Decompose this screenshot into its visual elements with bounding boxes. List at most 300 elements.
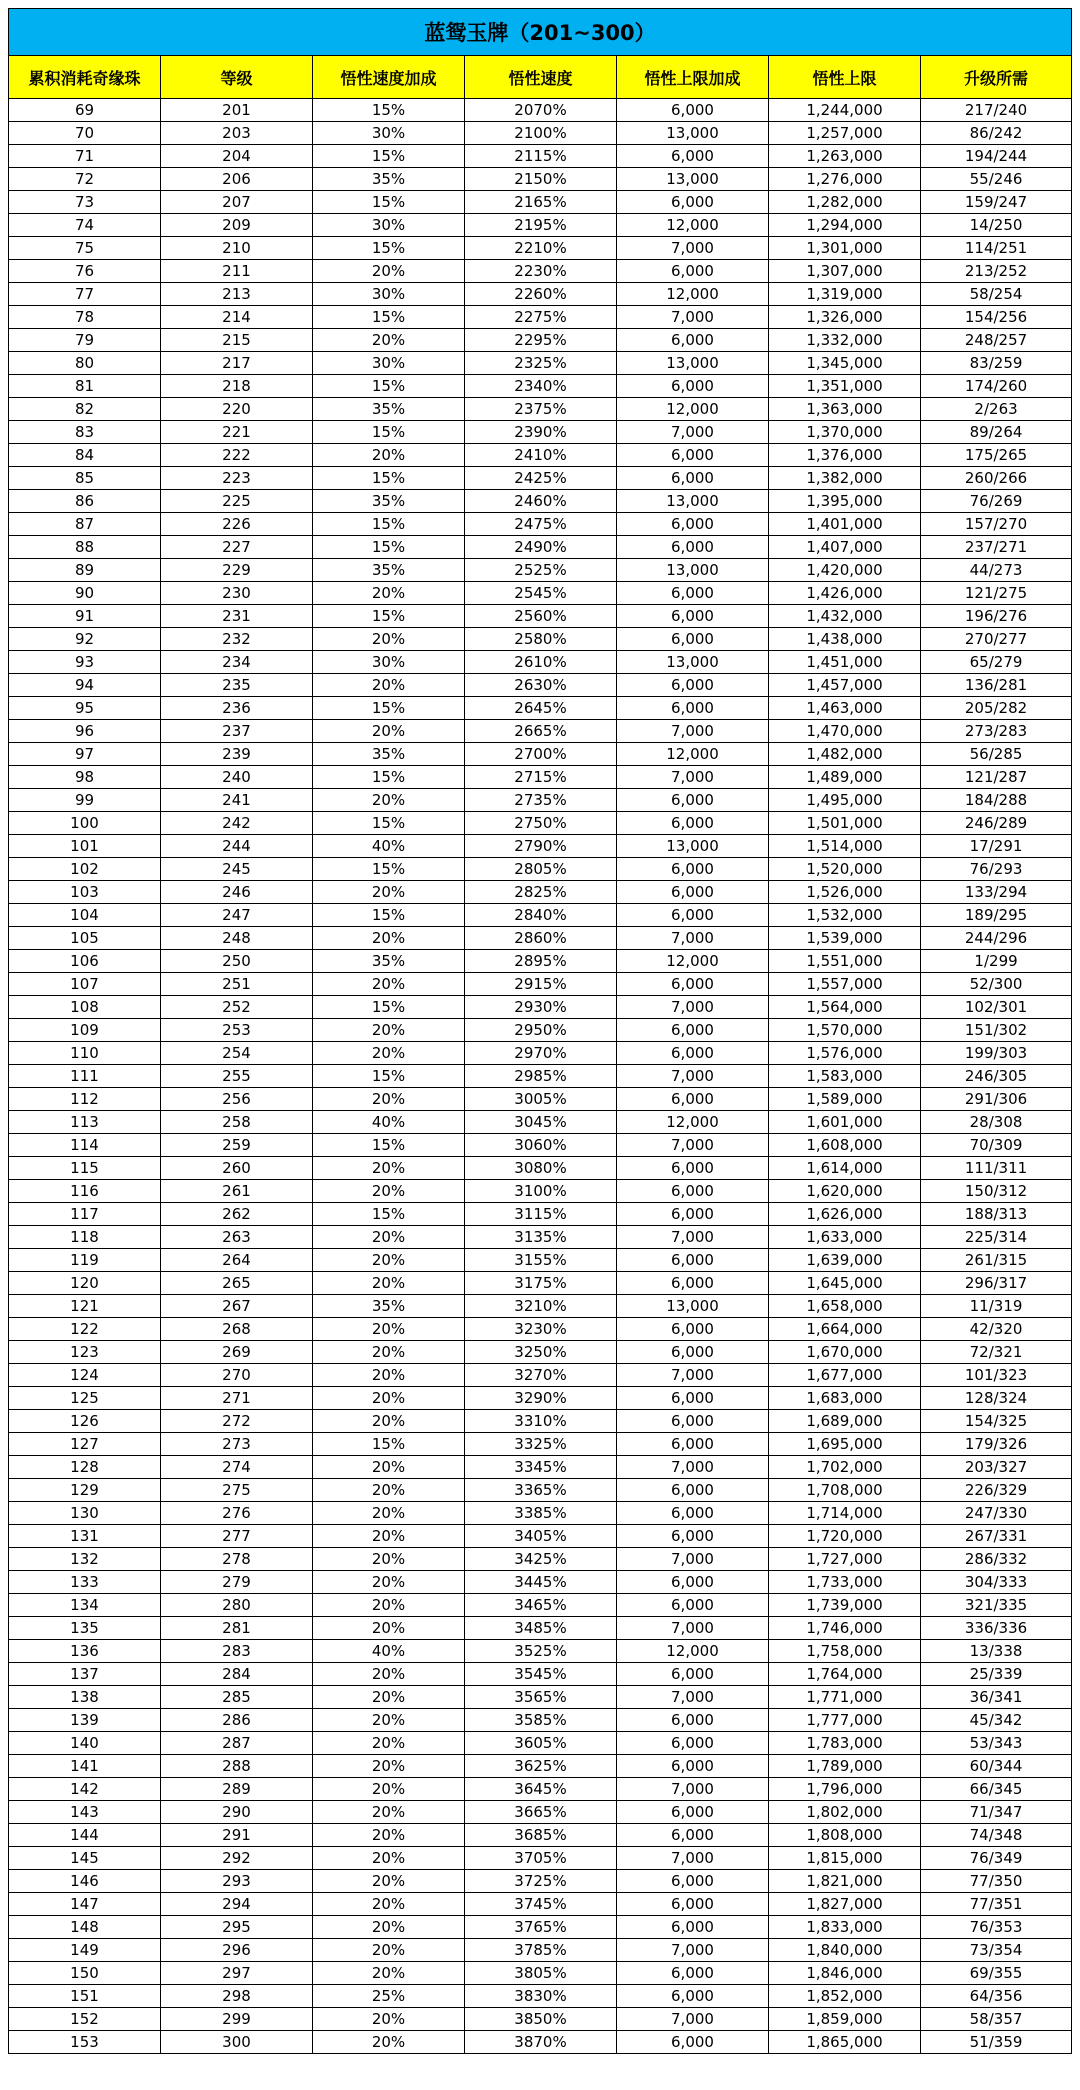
table-cell: 268 — [161, 1318, 313, 1341]
table-cell: 15% — [313, 1065, 465, 1088]
table-cell: 73 — [9, 191, 161, 214]
table-cell: 206 — [161, 168, 313, 191]
table-cell: 1,576,000 — [769, 1042, 921, 1065]
table-cell: 20% — [313, 2031, 465, 2054]
table-cell: 101/323 — [921, 1364, 1072, 1387]
table-row — [9, 628, 1072, 651]
table-cell: 15% — [313, 536, 465, 559]
table-cell: 139 — [9, 1709, 161, 1732]
table-cell: 1,551,000 — [769, 950, 921, 973]
table-cell: 269 — [161, 1341, 313, 1364]
table-cell: 245 — [161, 858, 313, 881]
table-cell: 229 — [161, 559, 313, 582]
table-cell: 225/314 — [921, 1226, 1072, 1249]
table-row — [9, 283, 1072, 306]
table-cell: 15% — [313, 191, 465, 214]
table-cell: 1,733,000 — [769, 1571, 921, 1594]
table-cell: 3250% — [465, 1341, 617, 1364]
table-row — [9, 1824, 1072, 1847]
table-row — [9, 904, 1072, 927]
table-cell: 226 — [161, 513, 313, 536]
table-cell: 188/313 — [921, 1203, 1072, 1226]
table-cell: 1,802,000 — [769, 1801, 921, 1824]
table-cell: 1,720,000 — [769, 1525, 921, 1548]
table-cell: 6,000 — [617, 697, 769, 720]
table-cell: 2165% — [465, 191, 617, 214]
table-cell: 3850% — [465, 2008, 617, 2031]
table-cell: 204 — [161, 145, 313, 168]
table-cell: 6,000 — [617, 260, 769, 283]
table-cell: 2985% — [465, 1065, 617, 1088]
table-cell: 12,000 — [617, 743, 769, 766]
table-cell: 1,451,000 — [769, 651, 921, 674]
table-cell: 6,000 — [617, 1870, 769, 1893]
table-cell: 108 — [9, 996, 161, 1019]
table-cell: 1,865,000 — [769, 2031, 921, 2054]
table-cell: 7,000 — [617, 1364, 769, 1387]
table-cell: 13/338 — [921, 1640, 1072, 1663]
table-row — [9, 1088, 1072, 1111]
table-cell: 1,821,000 — [769, 1870, 921, 1893]
table-cell: 6,000 — [617, 1985, 769, 2008]
table-cell: 115 — [9, 1157, 161, 1180]
table-cell: 2150% — [465, 168, 617, 191]
table-cell: 2970% — [465, 1042, 617, 1065]
table-cell: 3705% — [465, 1847, 617, 1870]
table-cell: 1,658,000 — [769, 1295, 921, 1318]
table-cell: 131 — [9, 1525, 161, 1548]
table-cell: 53/343 — [921, 1732, 1072, 1755]
table-cell: 20% — [313, 628, 465, 651]
table-cell: 1,307,000 — [769, 260, 921, 283]
table-row — [9, 858, 1072, 881]
table-cell: 159/247 — [921, 191, 1072, 214]
table-cell: 1,670,000 — [769, 1341, 921, 1364]
table-cell: 85 — [9, 467, 161, 490]
table-cell: 2195% — [465, 214, 617, 237]
table-cell: 273/283 — [921, 720, 1072, 743]
table-cell: 76/353 — [921, 1916, 1072, 1939]
table-cell: 3325% — [465, 1433, 617, 1456]
table-cell: 241 — [161, 789, 313, 812]
table-cell: 248 — [161, 927, 313, 950]
table-cell: 1,608,000 — [769, 1134, 921, 1157]
table-cell: 77/350 — [921, 1870, 1072, 1893]
table-row — [9, 260, 1072, 283]
table-cell: 20% — [313, 1939, 465, 1962]
table-cell: 141 — [9, 1755, 161, 1778]
table-cell: 1,808,000 — [769, 1824, 921, 1847]
table-cell: 1,727,000 — [769, 1548, 921, 1571]
table-cell: 7,000 — [617, 237, 769, 260]
table-cell: 288 — [161, 1755, 313, 1778]
table-cell: 20% — [313, 1456, 465, 1479]
table-cell: 35% — [313, 168, 465, 191]
table-row — [9, 1847, 1072, 1870]
table-cell: 210 — [161, 237, 313, 260]
table-row — [9, 1525, 1072, 1548]
table-cell: 281 — [161, 1617, 313, 1640]
table-cell: 20% — [313, 1893, 465, 1916]
table-cell: 1,714,000 — [769, 1502, 921, 1525]
table-row — [9, 1755, 1072, 1778]
table-cell: 2460% — [465, 490, 617, 513]
table-row — [9, 1364, 1072, 1387]
table-cell: 6,000 — [617, 628, 769, 651]
table-cell: 3725% — [465, 1870, 617, 1893]
table-cell: 1,557,000 — [769, 973, 921, 996]
table-row — [9, 1893, 1072, 1916]
table-cell: 7,000 — [617, 306, 769, 329]
table-cell: 121 — [9, 1295, 161, 1318]
table-cell: 2375% — [465, 398, 617, 421]
table-cell: 118 — [9, 1226, 161, 1249]
table-cell: 304/333 — [921, 1571, 1072, 1594]
table-row — [9, 1203, 1072, 1226]
table-row — [9, 1272, 1072, 1295]
table-cell: 153 — [9, 2031, 161, 2054]
table-cell: 271 — [161, 1387, 313, 1410]
table-cell: 246/305 — [921, 1065, 1072, 1088]
table-cell: 13,000 — [617, 835, 769, 858]
table-cell: 1,244,000 — [769, 99, 921, 122]
table-cell: 6,000 — [617, 1502, 769, 1525]
column-header: 悟性速度加成 — [313, 56, 465, 99]
table-cell: 194/244 — [921, 145, 1072, 168]
table-row — [9, 1456, 1072, 1479]
table-cell: 107 — [9, 973, 161, 996]
table-cell: 293 — [161, 1870, 313, 1893]
table-cell: 112 — [9, 1088, 161, 1111]
table-cell: 2700% — [465, 743, 617, 766]
table-cell: 1,376,000 — [769, 444, 921, 467]
table-row — [9, 1548, 1072, 1571]
table-cell: 6,000 — [617, 1410, 769, 1433]
table-cell: 89/264 — [921, 421, 1072, 444]
table-cell: 3870% — [465, 2031, 617, 2054]
table-row — [9, 697, 1072, 720]
table-cell: 244 — [161, 835, 313, 858]
table-cell: 3060% — [465, 1134, 617, 1157]
table-cell: 113 — [9, 1111, 161, 1134]
table-cell: 78 — [9, 306, 161, 329]
table-cell: 3100% — [465, 1180, 617, 1203]
table-cell: 1,401,000 — [769, 513, 921, 536]
table-cell: 272 — [161, 1410, 313, 1433]
table-cell: 117 — [9, 1203, 161, 1226]
table-row — [9, 2008, 1072, 2031]
table-cell: 35% — [313, 559, 465, 582]
table-cell: 121/287 — [921, 766, 1072, 789]
table-cell: 2070% — [465, 99, 617, 122]
table-cell: 2645% — [465, 697, 617, 720]
table-cell: 20% — [313, 1180, 465, 1203]
table-cell: 242 — [161, 812, 313, 835]
table-cell: 227 — [161, 536, 313, 559]
table-row — [9, 306, 1072, 329]
table-cell: 145 — [9, 1847, 161, 1870]
table-cell: 15% — [313, 904, 465, 927]
table-row — [9, 214, 1072, 237]
table-cell: 1,758,000 — [769, 1640, 921, 1663]
table-cell: 142 — [9, 1778, 161, 1801]
table-cell: 71/347 — [921, 1801, 1072, 1824]
table-cell: 88 — [9, 536, 161, 559]
table-cell: 232 — [161, 628, 313, 651]
table-cell: 20% — [313, 1916, 465, 1939]
table-cell: 152 — [9, 2008, 161, 2031]
column-header: 升级所需 — [921, 56, 1072, 99]
table-cell: 225 — [161, 490, 313, 513]
table-cell: 247/330 — [921, 1502, 1072, 1525]
table-cell: 6,000 — [617, 1088, 769, 1111]
table-cell: 299 — [161, 2008, 313, 2031]
table-row — [9, 559, 1072, 582]
table-row — [9, 1801, 1072, 1824]
table-cell: 290 — [161, 1801, 313, 1824]
table-cell: 296/317 — [921, 1272, 1072, 1295]
table-cell: 35% — [313, 398, 465, 421]
table-cell: 6,000 — [617, 1801, 769, 1824]
table-cell: 1,432,000 — [769, 605, 921, 628]
table-cell: 1,695,000 — [769, 1433, 921, 1456]
table-cell: 218 — [161, 375, 313, 398]
table-cell: 209 — [161, 214, 313, 237]
table-cell: 2915% — [465, 973, 617, 996]
table-cell: 12,000 — [617, 283, 769, 306]
table-cell: 6,000 — [617, 1019, 769, 1042]
table-cell: 135 — [9, 1617, 161, 1640]
table-cell: 106 — [9, 950, 161, 973]
table-cell: 6,000 — [617, 674, 769, 697]
table-row — [9, 881, 1072, 904]
table-cell: 114/251 — [921, 237, 1072, 260]
table-row — [9, 421, 1072, 444]
table-row — [9, 513, 1072, 536]
table-cell: 286 — [161, 1709, 313, 1732]
table-cell: 3625% — [465, 1755, 617, 1778]
table-cell: 20% — [313, 720, 465, 743]
table-cell: 101 — [9, 835, 161, 858]
table-cell: 20% — [313, 444, 465, 467]
table-cell: 1,395,000 — [769, 490, 921, 513]
table-row — [9, 168, 1072, 191]
table-cell: 20% — [313, 1019, 465, 1042]
table-cell: 6,000 — [617, 444, 769, 467]
table-cell: 20% — [313, 789, 465, 812]
table-cell: 3830% — [465, 1985, 617, 2008]
table-cell: 35% — [313, 950, 465, 973]
table-cell: 13,000 — [617, 559, 769, 582]
table-cell: 144 — [9, 1824, 161, 1847]
table-cell: 1,852,000 — [769, 1985, 921, 2008]
table-cell: 260/266 — [921, 467, 1072, 490]
table-cell: 237 — [161, 720, 313, 743]
column-header: 等级 — [161, 56, 313, 99]
table-cell: 1/299 — [921, 950, 1072, 973]
table-cell: 70/309 — [921, 1134, 1072, 1157]
table-cell: 20% — [313, 1801, 465, 1824]
table-cell: 1,764,000 — [769, 1663, 921, 1686]
table-cell: 7,000 — [617, 1617, 769, 1640]
table-cell: 94 — [9, 674, 161, 697]
table-cell: 13,000 — [617, 1295, 769, 1318]
table-cell: 184/288 — [921, 789, 1072, 812]
table-cell: 1,426,000 — [769, 582, 921, 605]
table-cell: 20% — [313, 1387, 465, 1410]
table-cell: 1,438,000 — [769, 628, 921, 651]
table-cell: 3310% — [465, 1410, 617, 1433]
table-cell: 234 — [161, 651, 313, 674]
table-cell: 13,000 — [617, 490, 769, 513]
table-row — [9, 1985, 1072, 2008]
table-cell: 30% — [313, 651, 465, 674]
table-cell: 1,532,000 — [769, 904, 921, 927]
table-row — [9, 1295, 1072, 1318]
table-cell: 213/252 — [921, 260, 1072, 283]
table-cell: 151/302 — [921, 1019, 1072, 1042]
table-row — [9, 1617, 1072, 1640]
table-cell: 76 — [9, 260, 161, 283]
table-cell: 64/356 — [921, 1985, 1072, 2008]
table-cell: 20% — [313, 1571, 465, 1594]
column-header: 悟性上限加成 — [617, 56, 769, 99]
table-cell: 261/315 — [921, 1249, 1072, 1272]
table-cell: 3425% — [465, 1548, 617, 1571]
table-cell: 289 — [161, 1778, 313, 1801]
table-cell: 7,000 — [617, 1548, 769, 1571]
table-cell: 1,639,000 — [769, 1249, 921, 1272]
table-cell: 105 — [9, 927, 161, 950]
table-cell: 7,000 — [617, 1134, 769, 1157]
table-cell: 92 — [9, 628, 161, 651]
table-cell: 3765% — [465, 1916, 617, 1939]
table-cell: 2825% — [465, 881, 617, 904]
table-cell: 71 — [9, 145, 161, 168]
table-cell: 20% — [313, 329, 465, 352]
table-cell: 6,000 — [617, 582, 769, 605]
table-cell: 203/327 — [921, 1456, 1072, 1479]
table-cell: 20% — [313, 1686, 465, 1709]
table-cell: 3485% — [465, 1617, 617, 1640]
table-row — [9, 467, 1072, 490]
table-cell: 90 — [9, 582, 161, 605]
table-cell: 6,000 — [617, 1525, 769, 1548]
table-row — [9, 835, 1072, 858]
table-row — [9, 1433, 1072, 1456]
table-cell: 3405% — [465, 1525, 617, 1548]
table-cell: 35% — [313, 1295, 465, 1318]
table-cell: 13,000 — [617, 122, 769, 145]
table-cell: 3365% — [465, 1479, 617, 1502]
table-cell: 7,000 — [617, 996, 769, 1019]
table-cell: 207 — [161, 191, 313, 214]
table-cell: 15% — [313, 421, 465, 444]
table-cell: 6,000 — [617, 605, 769, 628]
table-cell: 20% — [313, 1364, 465, 1387]
table-cell: 20% — [313, 2008, 465, 2031]
table-cell: 267/331 — [921, 1525, 1072, 1548]
table-cell: 28/308 — [921, 1111, 1072, 1134]
table-cell: 1,846,000 — [769, 1962, 921, 1985]
table-cell: 1,370,000 — [769, 421, 921, 444]
table-cell: 221 — [161, 421, 313, 444]
table-cell: 1,407,000 — [769, 536, 921, 559]
table-cell: 1,345,000 — [769, 352, 921, 375]
table-cell: 2340% — [465, 375, 617, 398]
table-cell: 6,000 — [617, 1893, 769, 1916]
table-row — [9, 766, 1072, 789]
table-row — [9, 1318, 1072, 1341]
table-cell: 2895% — [465, 950, 617, 973]
table-row — [9, 2031, 1072, 2054]
table-cell: 95 — [9, 697, 161, 720]
table-row — [9, 1778, 1072, 1801]
table-cell: 149 — [9, 1939, 161, 1962]
table-row — [9, 789, 1072, 812]
table-cell: 199/303 — [921, 1042, 1072, 1065]
table-cell: 120 — [9, 1272, 161, 1295]
table-cell: 246/289 — [921, 812, 1072, 835]
table-cell: 128 — [9, 1456, 161, 1479]
table-cell: 20% — [313, 1157, 465, 1180]
table-cell: 175/265 — [921, 444, 1072, 467]
table-cell: 148 — [9, 1916, 161, 1939]
table-cell: 201 — [161, 99, 313, 122]
table-cell: 2735% — [465, 789, 617, 812]
table-cell: 3685% — [465, 1824, 617, 1847]
table-cell: 97 — [9, 743, 161, 766]
table-cell: 15% — [313, 467, 465, 490]
table-cell: 20% — [313, 927, 465, 950]
table-row — [9, 122, 1072, 145]
table-cell: 15% — [313, 513, 465, 536]
table-cell: 6,000 — [617, 1594, 769, 1617]
table-cell: 1,614,000 — [769, 1157, 921, 1180]
table-cell: 30% — [313, 214, 465, 237]
table-cell: 1,708,000 — [769, 1479, 921, 1502]
table-cell: 274 — [161, 1456, 313, 1479]
table-cell: 1,570,000 — [769, 1019, 921, 1042]
table-cell: 6,000 — [617, 812, 769, 835]
table-cell: 87 — [9, 513, 161, 536]
table-cell: 86 — [9, 490, 161, 513]
table-row — [9, 1249, 1072, 1272]
table-cell: 6,000 — [617, 1433, 769, 1456]
data-table — [8, 8, 1072, 2054]
table-cell: 1,351,000 — [769, 375, 921, 398]
table-cell: 189/295 — [921, 904, 1072, 927]
table-cell: 2390% — [465, 421, 617, 444]
table-cell: 235 — [161, 674, 313, 697]
table-cell: 56/285 — [921, 743, 1072, 766]
table-row — [9, 973, 1072, 996]
table-row — [9, 605, 1072, 628]
table-cell: 6,000 — [617, 145, 769, 168]
table-cell: 125 — [9, 1387, 161, 1410]
table-cell: 251 — [161, 973, 313, 996]
table-cell: 116 — [9, 1180, 161, 1203]
table-cell: 20% — [313, 260, 465, 283]
table-cell: 150 — [9, 1962, 161, 1985]
table-cell: 237/271 — [921, 536, 1072, 559]
table-cell: 100 — [9, 812, 161, 835]
table-cell: 20% — [313, 1525, 465, 1548]
table-cell: 128/324 — [921, 1387, 1072, 1410]
table-cell: 20% — [313, 1410, 465, 1433]
table-cell: 278 — [161, 1548, 313, 1571]
table-cell: 1,645,000 — [769, 1272, 921, 1295]
